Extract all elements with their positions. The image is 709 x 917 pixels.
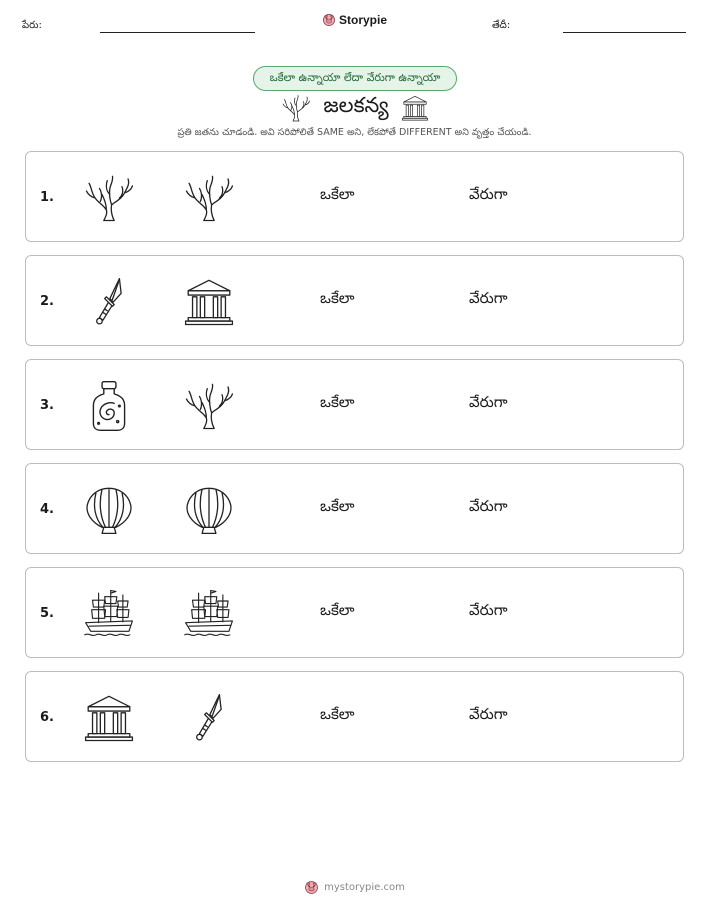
- storypie-logo: [322, 13, 387, 27]
- name-field-line[interactable]: [100, 32, 255, 33]
- question-row: [25, 359, 684, 450]
- same-option[interactable]: ఒకేలా: [320, 289, 355, 307]
- question-row: [25, 463, 684, 554]
- temple-icon: [183, 276, 235, 328]
- question-number: 4.: [40, 502, 54, 517]
- different-option[interactable]: వేరుగా: [469, 705, 508, 723]
- ship-icon: [183, 588, 235, 640]
- question-row: [25, 255, 684, 346]
- question-number: 1.: [40, 190, 54, 205]
- same-option[interactable]: ఒకేలా: [320, 393, 355, 411]
- question-number: 2.: [40, 294, 54, 309]
- page-title: జలకన్య: [323, 93, 389, 117]
- worksheet-type-text: ఒకేలా ఉన్నాయా లేదా వేరుగా ఉన్నాయా: [269, 70, 441, 84]
- title-row: [270, 92, 440, 124]
- question-row: [25, 567, 684, 658]
- pig-mascot-icon: [322, 13, 336, 27]
- footer: [0, 880, 709, 895]
- pig-mascot-icon: [304, 880, 319, 895]
- question-number: 3.: [40, 398, 54, 413]
- name-label: పేరు:: [22, 20, 42, 31]
- seashell-icon: [183, 484, 235, 536]
- temple-icon: [401, 94, 429, 122]
- seashell-icon: [83, 484, 135, 536]
- coral-icon: [183, 380, 235, 432]
- ship-icon: [83, 588, 135, 640]
- question-row: [25, 671, 684, 762]
- date-label: తేదీ:: [492, 20, 511, 31]
- different-option[interactable]: వేరుగా: [469, 497, 508, 515]
- potion-bottle-icon: [83, 380, 135, 432]
- different-option[interactable]: వేరుగా: [469, 289, 508, 307]
- brand-name: Storypie: [339, 13, 388, 27]
- different-option[interactable]: వేరుగా: [469, 185, 508, 203]
- same-option[interactable]: ఒకేలా: [320, 185, 355, 203]
- question-row: [25, 151, 684, 242]
- coral-icon: [183, 172, 235, 224]
- dagger-icon: [183, 692, 235, 744]
- different-option[interactable]: వేరుగా: [469, 601, 508, 619]
- coral-icon: [83, 172, 135, 224]
- footer-url: mystorypie.com: [324, 882, 405, 893]
- same-option[interactable]: ఒకేలా: [320, 497, 355, 515]
- question-number: 6.: [40, 710, 54, 725]
- worksheet-type-badge: [253, 66, 457, 91]
- instruction-text: ప్రతి జతను చూడండి. అవి సరిపోలితే SAME అని, లేకపోతే DIFFERENT అని వృత్తం చేయండి.: [177, 127, 532, 138]
- same-option[interactable]: ఒకేలా: [320, 705, 355, 723]
- dagger-icon: [83, 276, 135, 328]
- same-option[interactable]: ఒకేలా: [320, 601, 355, 619]
- coral-icon: [281, 93, 311, 123]
- different-option[interactable]: వేరుగా: [469, 393, 508, 411]
- temple-icon: [83, 692, 135, 744]
- question-number: 5.: [40, 606, 54, 621]
- date-field-line[interactable]: [563, 32, 686, 33]
